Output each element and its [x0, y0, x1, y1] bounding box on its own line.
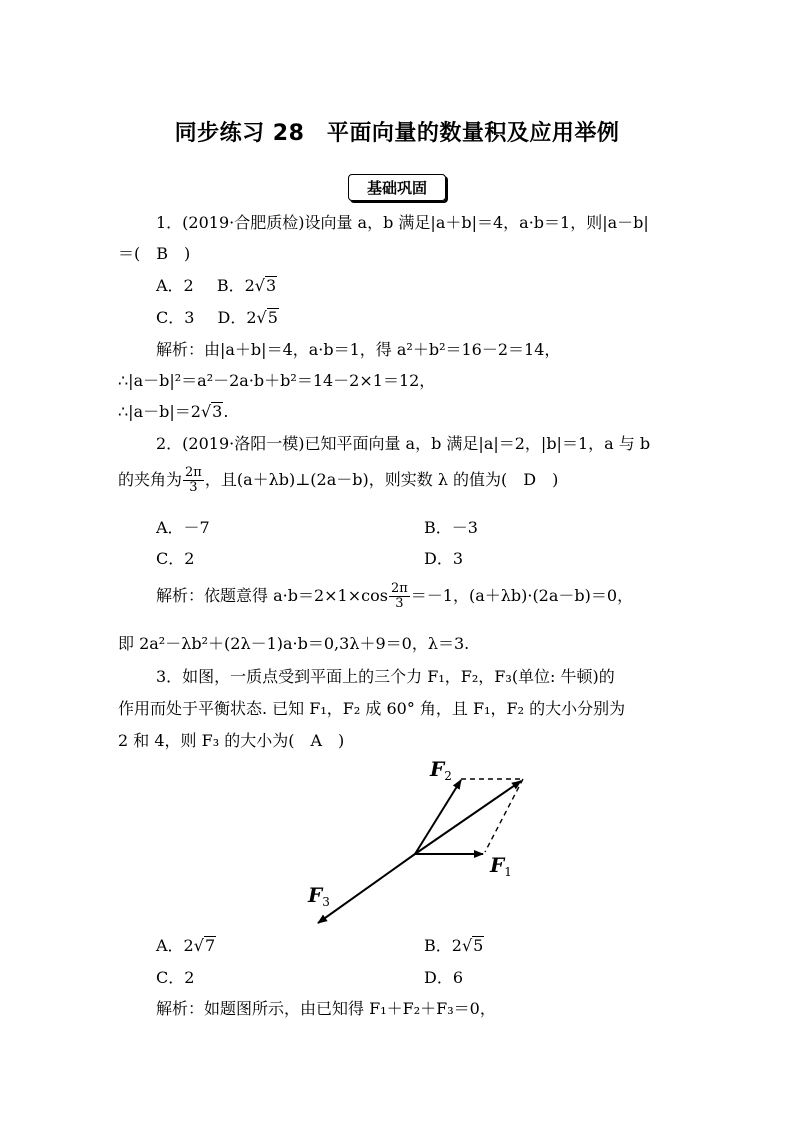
- label-f2-sub: 2: [444, 769, 452, 783]
- q1-options-row1: [156, 275, 277, 297]
- sqrt-sign: √: [254, 276, 265, 295]
- q3-solution-line1: 解析：如题图所示，由已知得 F₁＋F₂＋F₃＝0，: [156, 999, 496, 1018]
- sqrt-sign: √: [256, 308, 267, 327]
- page-title: 同步练习 28 平面向量的数量积及应用举例: [174, 121, 620, 146]
- q1-option-b: B．2: [216, 276, 255, 295]
- q1-solution-line3: [118, 401, 228, 423]
- q1-option-c: C．3: [156, 308, 195, 327]
- q2-solution-fraction: [389, 582, 410, 611]
- vector-resultant: [415, 781, 521, 854]
- q2-angle-fraction: [183, 466, 204, 495]
- q2-option-b: B．－3: [424, 518, 478, 537]
- label-f3: [307, 883, 330, 909]
- q3-option-a-pre: A．2: [156, 936, 194, 955]
- section-badge-wrap: [0, 174, 794, 201]
- q1-option-b-radicand: 3: [266, 276, 277, 295]
- force-diagram: [298, 752, 538, 932]
- q2-solution-line1-pre: 解析：依题意得 a·b＝2×1×cos: [156, 586, 388, 605]
- q1-solution-line3-post: .: [223, 402, 229, 421]
- q3-option-b: [424, 935, 484, 957]
- fraction-numerator: 2π: [185, 465, 202, 480]
- q1-solution-line1: 解析：由|a＋b|＝4，a·b＝1，得 a²＋b²＝16－2＝14，: [156, 340, 561, 359]
- q3-option-a: [156, 935, 216, 957]
- label-f1-sub: 1: [504, 865, 512, 879]
- q2-solution-line1: [156, 582, 633, 611]
- dashed-line-right: [485, 779, 523, 852]
- q1-option-d: D．2: [217, 308, 257, 327]
- q2-solution-line2: 即 2a²－λb²＋(2λ－1)a·b＝0,3λ＋9＝0，λ＝3.: [118, 634, 470, 653]
- q3-option-c: C．2: [156, 968, 195, 987]
- label-f2: [429, 757, 452, 783]
- label-f1-letter: F: [490, 853, 505, 877]
- q3-option-b-radicand: 5: [473, 936, 484, 955]
- q3-stem-line1: 3．如图，一质点受到平面上的三个力 F₁，F₂，F₃(单位: 牛顿)的: [156, 667, 615, 686]
- q1-options-row2: [156, 307, 279, 329]
- q1-solution-radicand: 3: [212, 402, 223, 421]
- q3-stem-line2: 作用而处于平衡状态. 已知 F₁，F₂ 成 60° 角，且 F₁，F₂ 的大小分别为: [118, 699, 626, 718]
- fraction-denominator: 3: [395, 596, 404, 611]
- q2-solution-line1-post: ＝－1，(a＋λb)·(2a－b)＝0，: [410, 586, 634, 605]
- q3-stem-line3: 2 和 4，则 F₃ 的大小为( A ): [118, 731, 345, 750]
- q1-solution-line2: ∴|a－b|²＝a²－2a·b＋b²＝14－2×1＝12，: [118, 371, 436, 390]
- label-f3-sub: 3: [322, 895, 330, 909]
- q3-option-b-pre: B．2: [424, 936, 462, 955]
- label-f3-letter: F: [308, 883, 323, 907]
- q3-option-a-radicand: 7: [204, 936, 216, 955]
- sqrt-sign: √: [200, 402, 212, 421]
- q1-solution-line3-pre: ∴|a－b|＝2: [118, 402, 201, 421]
- fraction-denominator: 3: [189, 480, 198, 495]
- q2-stem-line2-pre: 的夹角为: [118, 470, 183, 489]
- sqrt-sign: √: [461, 936, 473, 955]
- q2-option-d: D．3: [424, 549, 464, 568]
- q2-option-a: A．－7: [156, 518, 210, 537]
- q1-option-d-radicand: 5: [267, 308, 278, 327]
- q2-stem-line2-post: ，且(a＋λb)⊥(2a－b)，则实数 λ 的值为( D ): [204, 470, 559, 489]
- q1-stem-line1: 1．(2019·合肥质检)设向量 a，b 满足|a＋b|＝4，a·b＝1，则|a－b|: [156, 213, 649, 232]
- q2-stem-line1: 2．(2019·洛阳一模)已知平面向量 a，b 满足|a|＝2，|b|＝1，a 与 b: [156, 434, 651, 453]
- q3-option-d: D．6: [424, 968, 464, 987]
- vector-f2: [415, 780, 461, 854]
- label-f1: [489, 853, 512, 879]
- vector-f3: [318, 854, 415, 923]
- q2-option-c: C．2: [156, 549, 195, 568]
- q1-stem-line2: ＝( B ): [118, 244, 191, 263]
- sqrt-sign: √: [193, 936, 204, 955]
- q2-stem-line2: [118, 466, 558, 495]
- q1-option-a: A．2: [156, 276, 194, 295]
- label-f2-letter: F: [430, 757, 445, 781]
- section-badge: 基础巩固: [348, 174, 446, 201]
- fraction-numerator: 2π: [390, 581, 408, 596]
